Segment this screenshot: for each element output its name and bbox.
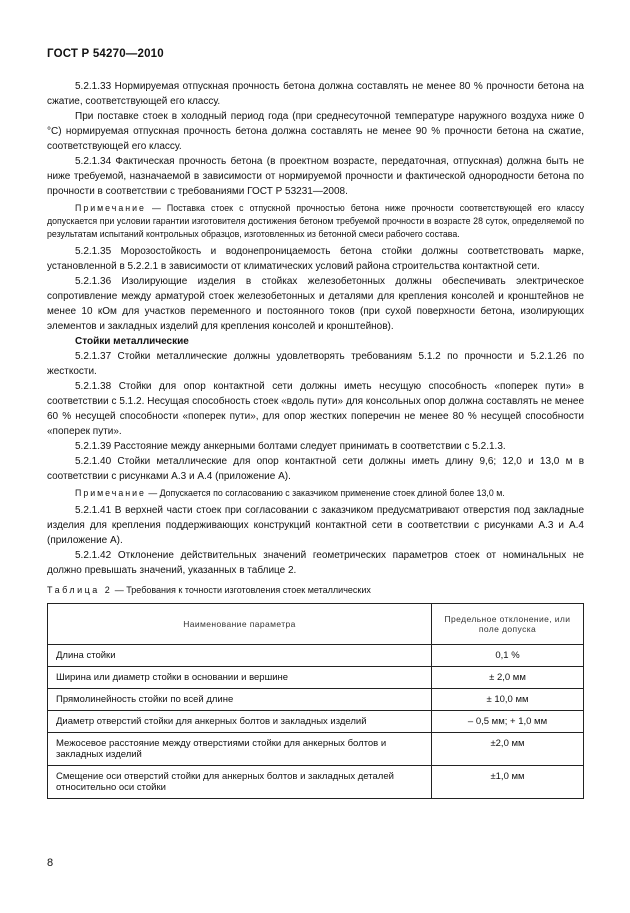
param-cell: Диаметр отверстий стойки для анкерных болтов и закладных изделий <box>48 711 432 733</box>
value-cell: ±2,0 мм <box>432 733 584 766</box>
table-row <box>48 667 584 689</box>
paragraph-5-2-1-35: 5.2.1.35 Морозостойкость и водонепроницаемость бетона стойки должны соответствовать марке, установленной в 5.2.2.1 в зависимости от климатических условий района строительства контактной сети. <box>47 246 584 272</box>
header-parameter: Наименование параметра <box>48 604 432 645</box>
table-caption <box>47 585 371 595</box>
document-body <box>47 79 584 578</box>
paragraph-5-2-1-38: 5.2.1.38 Стойки для опор контактной сети должны иметь несущую способность «поперек пути» в соответствии с 5.1.2. Несущая способность стоек «вдоль пути» для консольных опор должна составлять не менее 60 % несущей способности «поперек пути», для опор жестких поперечин не менее 80 % несущей способности «поперек пути». <box>47 381 584 437</box>
tolerance-table <box>47 603 584 799</box>
value-cell: ±1,0 мм <box>432 766 584 799</box>
document-header: ГОСТ Р 54270—2010 <box>47 48 164 60</box>
table-caption-label: Таблица 2 <box>47 585 113 595</box>
value-cell: ± 2,0 мм <box>432 667 584 689</box>
table-caption-text: — Требования к точности изготовления стоек металлических <box>112 585 371 595</box>
note-text: — Поставка стоек с отпускной прочностью бетона ниже прочности соответствующей его классу допускается при условии гарантии изготовителя достижения бетоном требуемой прочности в возрасте 28 суток, определяемой по результатам испытаний контрольных образцов, изготовленных из бетонной смеси рабочего состава. <box>47 203 584 239</box>
param-cell: Длина стойки <box>48 645 432 667</box>
paragraph-5-2-1-41: 5.2.1.41 В верхней части стоек при согласовании с заказчиком предусматривают отверстия под закладные изделия для крепления поддерживающих конструкций контактной сети в соответствии с рисунками А.3 и А.4 (приложение А). <box>47 505 584 546</box>
paragraph-5-2-1-36: 5.2.1.36 Изолирующие изделия в стойках железобетонных должны обеспечивать электрическое сопротивление между арматурой стоек железобетонных и деталями для крепления консолей и кронштейнов не менее 10 кОм для участков переменного и постоянного токов (при сухой поверхности бетона, изолирующих элементов и закладных изделий для крепления консолей и кронштейнов). <box>47 276 584 332</box>
header-tolerance: Предельное отклонение, или поле допуска <box>432 604 584 645</box>
paragraph-5-2-1-42: 5.2.1.42 Отклонение действительных значений геометрических параметров стоек от номинальных не должно превышать значений, указанных в таблице 2. <box>47 550 584 576</box>
value-cell: ± 10,0 мм <box>432 689 584 711</box>
param-cell: Прямолинейность стойки по всей длине <box>48 689 432 711</box>
paragraph-cold-period: При поставке стоек в холодный период года (при среднесуточной температуре наружного воздуха ниже 0 °С) нормируемая отпускная прочность бетона должна составлять не менее 90 % прочности бетона на сжатие, соответствующей его классу. <box>47 111 584 152</box>
value-cell: – 0,5 мм; + 1,0 мм <box>432 711 584 733</box>
subheading-metal-posts: Стойки металлические <box>75 336 189 347</box>
param-cell: Ширина или диаметр стойки в основании и вершине <box>48 667 432 689</box>
table-row <box>48 711 584 733</box>
paragraph-5-2-1-33: 5.2.1.33 Нормируемая отпускная прочность бетона должна составлять не менее 80 % прочности бетона на сжатие, соответствующей его классу. <box>47 81 584 107</box>
param-cell: Смещение оси отверстий стойки для анкерных болтов и закладных деталей относительно оси стойки <box>48 766 432 799</box>
paragraph-5-2-1-34: 5.2.1.34 Фактическая прочность бетона (в проектном возрасте, передаточная, отпускная) должна быть не ниже требуемой, назначаемой в зависимости от нормируемой прочности и фактической однородности бетона по прочности в соответствии с требованиями ГОСТ Р 53231—2008. <box>47 156 584 197</box>
table-row <box>48 766 584 799</box>
param-cell: Межосевое расстояние между отверстиями стойки для анкерных болтов и закладных изделий <box>48 733 432 766</box>
note-1 <box>47 202 584 241</box>
note-2 <box>47 487 584 500</box>
note-text: — Допускается по согласованию с заказчиком применение стоек длиной более 13,0 м. <box>145 488 505 498</box>
paragraph-5-2-1-39: 5.2.1.39 Расстояние между анкерными болтами следует принимать в соответствии с 5.2.1.3. <box>75 441 506 452</box>
note-label: Примечание <box>75 203 146 213</box>
value-cell: 0,1 % <box>432 645 584 667</box>
note-label: Примечание <box>75 488 146 498</box>
table-row <box>48 689 584 711</box>
table-row <box>48 645 584 667</box>
paragraph-5-2-1-40: 5.2.1.40 Стойки металлические для опор контактной сети должны иметь длину 9,6; 12,0 и 13,0 м в соответствии с рисунками А.3 и А.4 (приложение А). <box>47 456 584 482</box>
paragraph-5-2-1-37: 5.2.1.37 Стойки металлические должны удовлетворять требованиям 5.1.2 по прочности и 5.2.1.26 по жесткости. <box>47 351 584 377</box>
page-number: 8 <box>47 857 54 869</box>
table-row <box>48 733 584 766</box>
table-header-row <box>48 604 584 645</box>
